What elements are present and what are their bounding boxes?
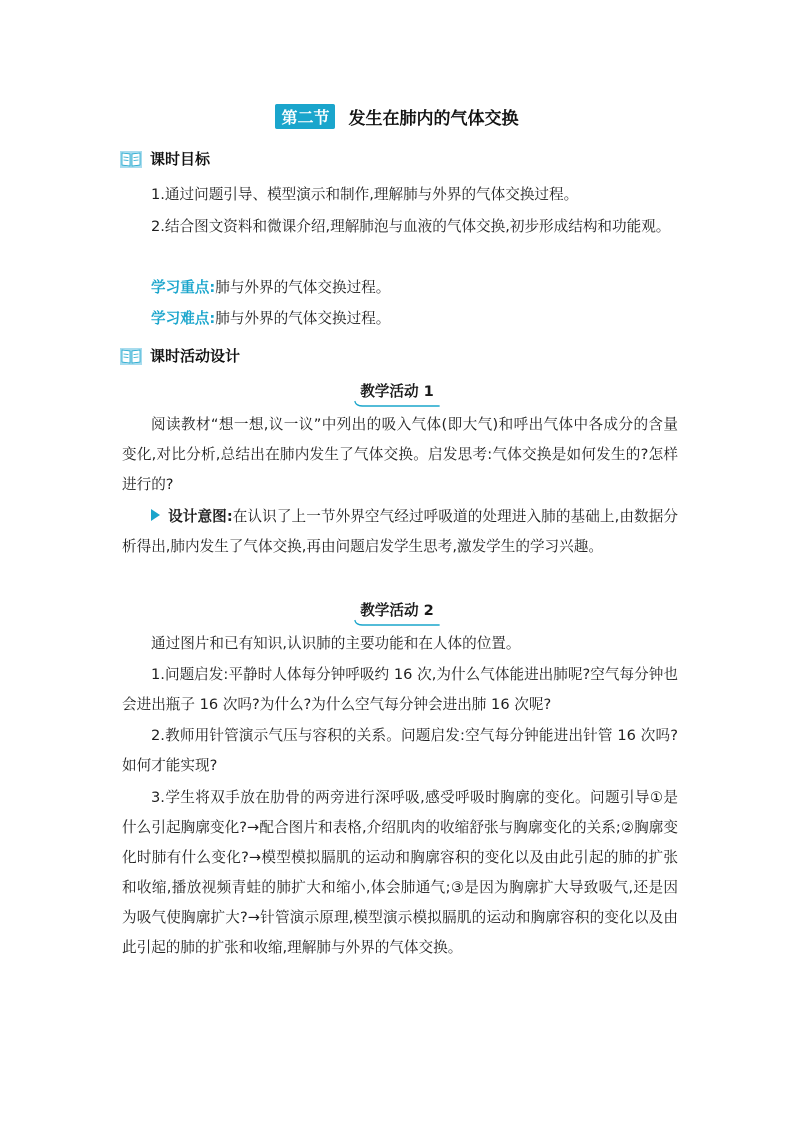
activity-1-title-text: 教学活动 1 [360,383,434,400]
activity-2-title [0,599,794,624]
design-intent-text: 在认识了上一节外界空气经过呼吸道的处理进入肺的基础上,由数据分析得出,肺内发生了气体交换,再由问题启发学生思考,激发学生的学习兴趣。 [122,508,678,555]
key-point-line [151,273,390,303]
title-underline [354,400,440,408]
key-point-label: 学习重点: [151,279,216,296]
section-title: 发生在肺内的气体交换 [348,109,519,129]
triangle-bullet-icon [151,509,160,521]
activity-1-text: 阅读教材“想一想,议一议”中列出的吸入气体(即大气)和呼出气体中各成分的含量变化,对比分析,总结出在肺内发生了气体交换。启发思考:气体交换是如何发生的?怎样进行的? [122,416,678,493]
objective-item-1: 1.通过问题引导、模型演示和制作,理解肺与外界的气体交换过程。 [151,186,579,203]
activity-2-p2: 2.教师用针管演示气压与容积的关系。问题启发:空气每分钟能进出针管 16 次吗?如何才能实现? [122,727,678,774]
open-book-icon [120,346,142,366]
activity-1-title [0,380,794,405]
open-book-icon [120,149,142,169]
difficulty-label: 学习难点: [151,310,216,327]
activity-2-intro: 通过图片和已有知识,认识肺的主要功能和在人体的位置。 [151,635,521,652]
design-heading [120,345,240,366]
objectives-heading [120,148,210,169]
section-badge: 第二节 [275,104,335,129]
design-heading-text: 课时活动设计 [150,347,241,365]
design-intent-label: 设计意图: [168,508,233,525]
objective-item-2: 2.结合图文资料和微课介绍,理解肺泡与血液的气体交换,初步形成结构和功能观。 [151,218,671,235]
activity-2-p3: 3.学生将双手放在肋骨的两旁进行深呼吸,感受呼吸时胸廓的变化。问题引导①是什么引起胸廓变化?→配合图片和表格,介绍肌肉的收缩舒张与胸廓变化的关系;②胸廓变化时肺有什么变化?→模型模拟膈肌的运动和胸廓容积的变化以及由此引起的肺的扩张和收缩,播放视频青蛙的肺扩大和缩小,体会肺通气;③是因为胸廓扩大导致吸气,还是因为吸气使胸廓扩大?→针管演示原理,模型演示模拟膈肌的运动和胸廓容积的变化以及由此引起的肺的扩张和收缩,理解肺与外界的气体交换。 [122,789,678,956]
difficulty-line [151,304,390,334]
title-underline [354,619,440,627]
objectives-heading-text: 课时目标 [150,150,211,168]
activity-2-p1: 1.问题启发:平静时人体每分钟呼吸约 16 次,为什么气体能进出肺呢?空气每分钟也会进出瓶子 16 次吗?为什么?为什么空气每分钟会进出肺 16 次呢? [122,666,678,713]
difficulty-text: 肺与外界的气体交换过程。 [215,310,391,327]
key-point-text: 肺与外界的气体交换过程。 [215,279,391,296]
section-title-row [0,104,794,129]
activity-2-title-text: 教学活动 2 [360,602,434,619]
design-intent [122,502,678,562]
